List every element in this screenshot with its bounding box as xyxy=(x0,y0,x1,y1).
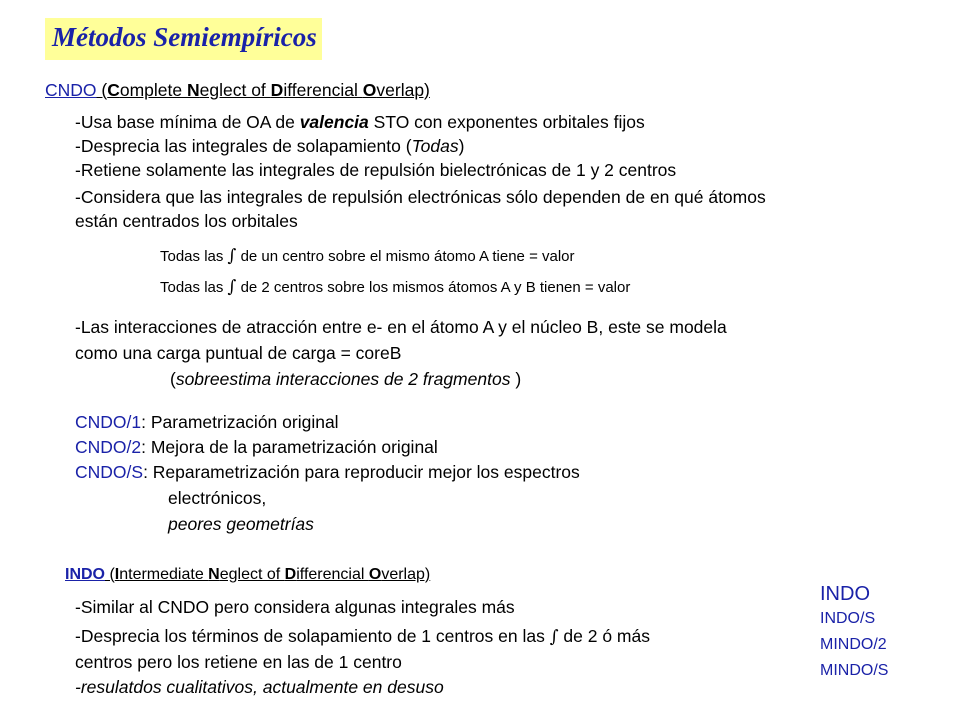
cndo-line-4: -Considera que las integrales de repulsión electrónicas sólo dependen de en qué átomos xyxy=(75,187,766,207)
cndo-line-8: (sobreestima interacciones de 2 fragmentos ) xyxy=(170,369,522,389)
cndo-line-6: -Las interacciones de atracción entre e- en el átomo A y el núcleo B, este se modela xyxy=(75,317,727,337)
page-title: Métodos Semiempíricos xyxy=(52,22,317,52)
page-title-box xyxy=(45,18,322,60)
indo-heading-rest: (Intermediate Neglect of Differencial Overlap) xyxy=(105,566,431,583)
cndo-line-7: como una carga puntual de carga = coreB xyxy=(75,343,402,363)
integral-icon: ∫ xyxy=(227,246,237,266)
indo-line-4: -resulatdos cualitativos, actualmente en desuso xyxy=(75,677,444,697)
cndo-variant-2: CNDO/2: Mejora de la parametrización original xyxy=(75,437,438,457)
cndo-line-3: -Retiene solamente las integrales de repulsión bielectrónicas de 1 y 2 centros xyxy=(75,160,677,180)
cndo-variant-3-cont: electrónicos, xyxy=(168,488,267,508)
indo-line-3: centros pero los retiene en las de 1 centro xyxy=(75,652,402,672)
cndo-acronym-link[interactable]: CNDO xyxy=(45,80,97,100)
cndo-line-2: -Desprecia las integrales de solapamiento (Todas) xyxy=(75,136,465,156)
cndo-sub-line-1: Todas las ∫ de un centro sobre el mismo átomo A tiene = valor xyxy=(160,246,575,266)
side-list-item: MINDO/S xyxy=(820,662,889,679)
cndo-line-1: -Usa base mínima de OA de valencia STO con exponentes orbitales fijos xyxy=(75,112,645,132)
indo-line-1: -Similar al CNDO pero considera algunas integrales más xyxy=(75,597,515,617)
side-list-item: INDO/S xyxy=(820,610,876,627)
cndo-sub-line-2: Todas las ∫ de 2 centros sobre los mismos átomos A y B tienen = valor xyxy=(160,277,631,297)
indo-line-2: -Desprecia los términos de solapamiento de 1 centros en las ∫ de 2 ó más xyxy=(75,626,650,647)
cndo-variant-3-note: peores geometrías xyxy=(168,514,314,534)
integral-icon: ∫ xyxy=(227,277,237,297)
indo-acronym-link[interactable]: INDO xyxy=(65,566,105,583)
side-list-item: MINDO/2 xyxy=(820,636,887,653)
cndo-variant-3: CNDO/S: Reparametrización para reproducir mejor los espectros xyxy=(75,462,580,482)
cndo-heading-rest: (Complete Neglect of Differencial Overlap) xyxy=(96,80,430,100)
side-list-heading: INDO xyxy=(820,583,870,605)
integral-icon: ∫ xyxy=(549,627,559,647)
cndo-heading xyxy=(45,80,430,101)
indo-heading xyxy=(65,566,430,584)
cndo-line-5: están centrados los orbitales xyxy=(75,211,298,231)
cndo-variant-1: CNDO/1: Parametrización original xyxy=(75,412,339,432)
